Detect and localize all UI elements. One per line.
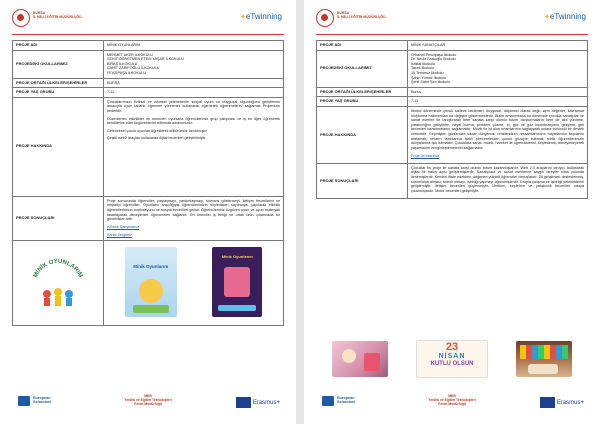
value-about: [104, 97, 284, 196]
moe-logo-icon: [12, 9, 30, 27]
page-header: [0, 6, 296, 34]
eu-flag-icon: [540, 397, 555, 408]
photo-artwork: [364, 353, 380, 371]
poster-month: NİSAN: [438, 353, 466, 360]
label-project-name: PROJE ADI: [317, 41, 408, 51]
project-info-table: [316, 40, 588, 199]
school-item: FEVZİPAŞA İLKOKULU: [107, 70, 147, 75]
value-project-name: MİNİK SANATÇILAR: [408, 41, 588, 51]
value-results: [104, 196, 284, 240]
header-divider: [316, 34, 588, 35]
poster-greeting: KUTLU OLSUN: [430, 361, 474, 367]
etwinning-logo: ✦eTwinning: [240, 12, 282, 21]
table-row: [13, 78, 284, 88]
label-project-name: PROJE ADI: [13, 41, 104, 51]
european-schoolnet-text: European Schoolnet: [33, 396, 52, 405]
about-paragraph: Düzenlenen etkinlikler ve oenenen oyunlarla öğrencilerimiz grup çalışması ve iş bir liğini öğrenerek kendilerine olan özgüvenlerini arttırmak amacımızdır.: [107, 116, 280, 126]
table-row: [317, 50, 588, 87]
header-divider: [12, 34, 284, 35]
about-paragraph: Çeşitli web2 araçları kullanarak dijital becerileri geliştirilmiştir.: [107, 136, 207, 141]
school-item: Şahin Yılmaz İlkokulu: [411, 75, 447, 80]
school-item: Orhaneli Fevzipaşa İlkokulu: [411, 52, 457, 57]
cover-illustration: [139, 279, 163, 303]
right-page: [304, 0, 600, 424]
svg-text:MİNİK OYUNLARIM: MİNİK OYUNLARIM: [32, 258, 84, 279]
meb-yegitek-logo: MEB Yenilik ve Eğitim Teknolojileri Genel Müdürlüğü: [428, 394, 476, 407]
value-project-name: MİNİK OYUNLARIM: [104, 41, 284, 51]
school-item: Şehit Sabri Şen İlkokulu: [411, 80, 451, 85]
classroom-photo: [516, 341, 572, 377]
poster-strip: [218, 305, 256, 311]
virtual-exhibition-link[interactable]: Sanal Sergimiz: [107, 233, 132, 238]
value-partners: BURSA: [104, 78, 284, 88]
about-paragraph: Geleneksel çocuk oyunları öğretilerek kültürümüz tanıtılmıştır.: [107, 128, 208, 133]
images-cell: [104, 240, 284, 325]
label-partners: PROJE ORTAĞI ÜLKELER/ŞEHİRLER: [13, 78, 104, 88]
page-footer: [12, 392, 284, 418]
results-text: Proje sonucunda öğrenciler; paylaşmayı, yardımlaşmayı, tolerans göstermeyi, iletişim becerilerini ve empatiyi öğrendiler. Oyunların aracılığıyla öğrencilerimizin söyledikleri sayılmaya, yapılarak etkinlik öğrencilerimizin motivasyonu ve sosyal becerileri gelişti. Öğrencilerimiz özgüven oyun ve oyun materyali tasarlayarak deneyimsel öğrenmeleri sağlandı. En önemlisi iş birliği ve ortak ürün çıkarmada bir güvenlikler arttı.: [107, 198, 280, 222]
value-age: 7-11: [104, 88, 284, 98]
logo-graphic: [27, 252, 89, 314]
label-schools: PROJEDEKİ OKULLARIMIZ: [13, 50, 104, 78]
moe-logo-text: BURSA İL MİLLİ EĞİTİM MÜDÜRLÜĞÜ: [337, 11, 386, 20]
april-23-poster: [416, 340, 488, 378]
minik-oyunlarim-logo: [27, 252, 89, 314]
table-row: [317, 41, 588, 51]
table-row: [317, 106, 588, 163]
page-footer: [316, 392, 588, 418]
european-schoolnet-icon: [322, 396, 334, 406]
table-row: [13, 196, 284, 240]
erasmus-logo: Erasmus+: [540, 397, 584, 408]
logo-cell: [13, 240, 104, 325]
poster-frame: [224, 267, 250, 297]
school-item: SEHİT ÖĞRETMEN ETEM YAŞAR İLKOKULU: [107, 57, 184, 62]
exhibition-poster-image: [212, 247, 262, 317]
etwinning-star-icon: ✦: [544, 14, 550, 21]
student-art-photo: [332, 341, 388, 377]
erasmus-logo: Erasmus+: [236, 397, 280, 408]
about-paragraph: Çocuklarımızın fiziksel ve zihinsel yetenekerile sosyal uyum ve duygusal olgunluğunu geliştirmek amacıyla oyun tabanlı öğrenme yöntemini kullanarak eğlenerek öğrenmelerini sağlamak Projemizin hedefidir.: [107, 99, 280, 113]
value-results: [408, 163, 588, 199]
eu-flag-icon: [236, 397, 251, 408]
about-paragraph: İlkokul döneminde çocuk sadece bedensel, duygusal, düşünsel olarak değil; aynı değerler, kavramlar oluşturma bakımından da değişim göstermektedir. Bizim amacımızda bu dönemde çocukla sanatçılar ve sanat eserleri ile tanıştırarak hem sanata karşı olumlu tutum oluşturmaların hem de akıl yürütme, yaratıcılığını geliştirme, hayal kurma, problem çözme, el, göz ve göz koordinasyonu gelişime, gibi becerileri kazanmalarını sağlamaktır. Müzik ile iyi oluş ortamlarının sağlayarak onlara bütüncül bir destek vermektir. Geçmişten günümüze kadar dünyamızı renklendiren ressamlarımızın hayatlarının kapılarını aralamak, onların tablolarına farklı pencerelerden çocuk gözüyle bakmak minik öğrencilerimizin dünyalarına ışık tutmaktır. Çocuklara sanat, müzik, hareket ile öğrendiklerini, keşfederek, deneyimleyerek yaşamlarını zenginleştirmelerini sağlamaktır.: [411, 108, 584, 150]
project-products-link[interactable]: Proje Ürünlerimiz: [411, 154, 440, 159]
moe-logo-icon: [316, 9, 334, 27]
label-partners: PROJE ORTAĞI ÜLKELER/ŞEHİRLER: [317, 87, 408, 97]
poster-number: 23: [445, 341, 459, 353]
project-info-table: [12, 40, 284, 326]
value-about: [408, 106, 588, 163]
european-schoolnet-icon: [18, 396, 30, 406]
school-item: Dr. Necla Fazlıoğlu İlkokulu: [411, 57, 456, 62]
label-about: PROJE HAKKINDA: [13, 97, 104, 196]
school-item: Taceli İlkokulu: [411, 66, 434, 71]
ebook-cover-title: Minik Oyunlarım: [133, 263, 169, 269]
classroom-desk: [528, 364, 558, 374]
value-schools: [104, 50, 284, 78]
page-header: [304, 6, 600, 34]
table-row: [13, 50, 284, 78]
value-partners: Bursa: [408, 87, 588, 97]
value-age: 7-11: [408, 97, 588, 107]
european-schoolnet-text: European Schoolnet: [337, 396, 356, 405]
label-schools: PROJEDEKİ OKULLARIMIZ: [317, 50, 408, 87]
table-row: [317, 163, 588, 199]
table-row: [13, 41, 284, 51]
table-row: [317, 87, 588, 97]
moe-logo-text: BURSA İL MİLLİ EĞİTİM MÜDÜRLÜĞÜ: [33, 11, 82, 20]
school-item: CAHİT ZARİFOĞLU İLKOKULU: [107, 66, 160, 71]
table-row: [13, 97, 284, 196]
value-schools: [408, 50, 588, 87]
label-about: PROJE HAKKINDA: [317, 106, 408, 163]
school-item: İstiklal İlkokulu: [411, 61, 435, 66]
school-item: BİRAŞ İLKOKULU: [107, 61, 138, 66]
cover-ground: [133, 305, 169, 313]
meb-yegitek-logo: MEB Yenilik ve Eğitim Teknolojileri Genel Müdürlüğü: [124, 394, 172, 407]
table-row: [13, 240, 284, 325]
label-age: PROJE YAŞ GRUBU: [13, 88, 104, 98]
table-row: [317, 97, 588, 107]
school-item: 15 Temmuz İlkokulu: [411, 70, 444, 75]
photo-figure: [342, 349, 356, 363]
school-item: MEHMET AKER İLKOKULU: [107, 52, 154, 57]
table-row: [13, 88, 284, 98]
classroom-artworks: [520, 345, 568, 359]
left-page: [0, 0, 296, 424]
photo-strip: [332, 340, 572, 378]
poster-title: Minik Oyunlarım: [221, 253, 253, 259]
results-text: Çocuklar bu proje ile sanata karşı olumlu tutum kazanmışlardır. Web 2.0 araçlarını tanıyıp, kullanarak dijital bir bakış açısı geliştirmişlerdir. Sanatçılara ve sanat eserlerine saygılı bireyler olma yolunda ilerlemişlerdir. Kendini ifade edebilen, değerleri yükselt öğrenciler olmuşlardır. Dil gelişimleri desteklenmiş, sorumluluk alması; sabırlı olmayı, işbirliği yapmayı öğrenmişlerdir. Grupla çalışma ve işbirliği yeteneklerini geliştirmiştir. İletişim becerileri güçlenmiştir. Üretken, keşfetme ve yaratıcılık becerileri ortaya çıkarmışlardır. Motor becerileri gelişmiştir.: [411, 165, 584, 193]
etwinning-star-icon: ✦: [240, 14, 246, 21]
etwinning-logo: ✦eTwinning: [544, 12, 586, 21]
label-results: PROJE SONUÇLARI: [317, 163, 408, 199]
ebook-link[interactable]: e-Book Çalışmamız: [107, 224, 140, 229]
label-results: PROJE SONUÇLARI: [13, 196, 104, 240]
label-age: PROJE YAŞ GRUBU: [317, 97, 408, 107]
ebook-cover-image: [125, 247, 177, 317]
image-row: [107, 243, 280, 317]
